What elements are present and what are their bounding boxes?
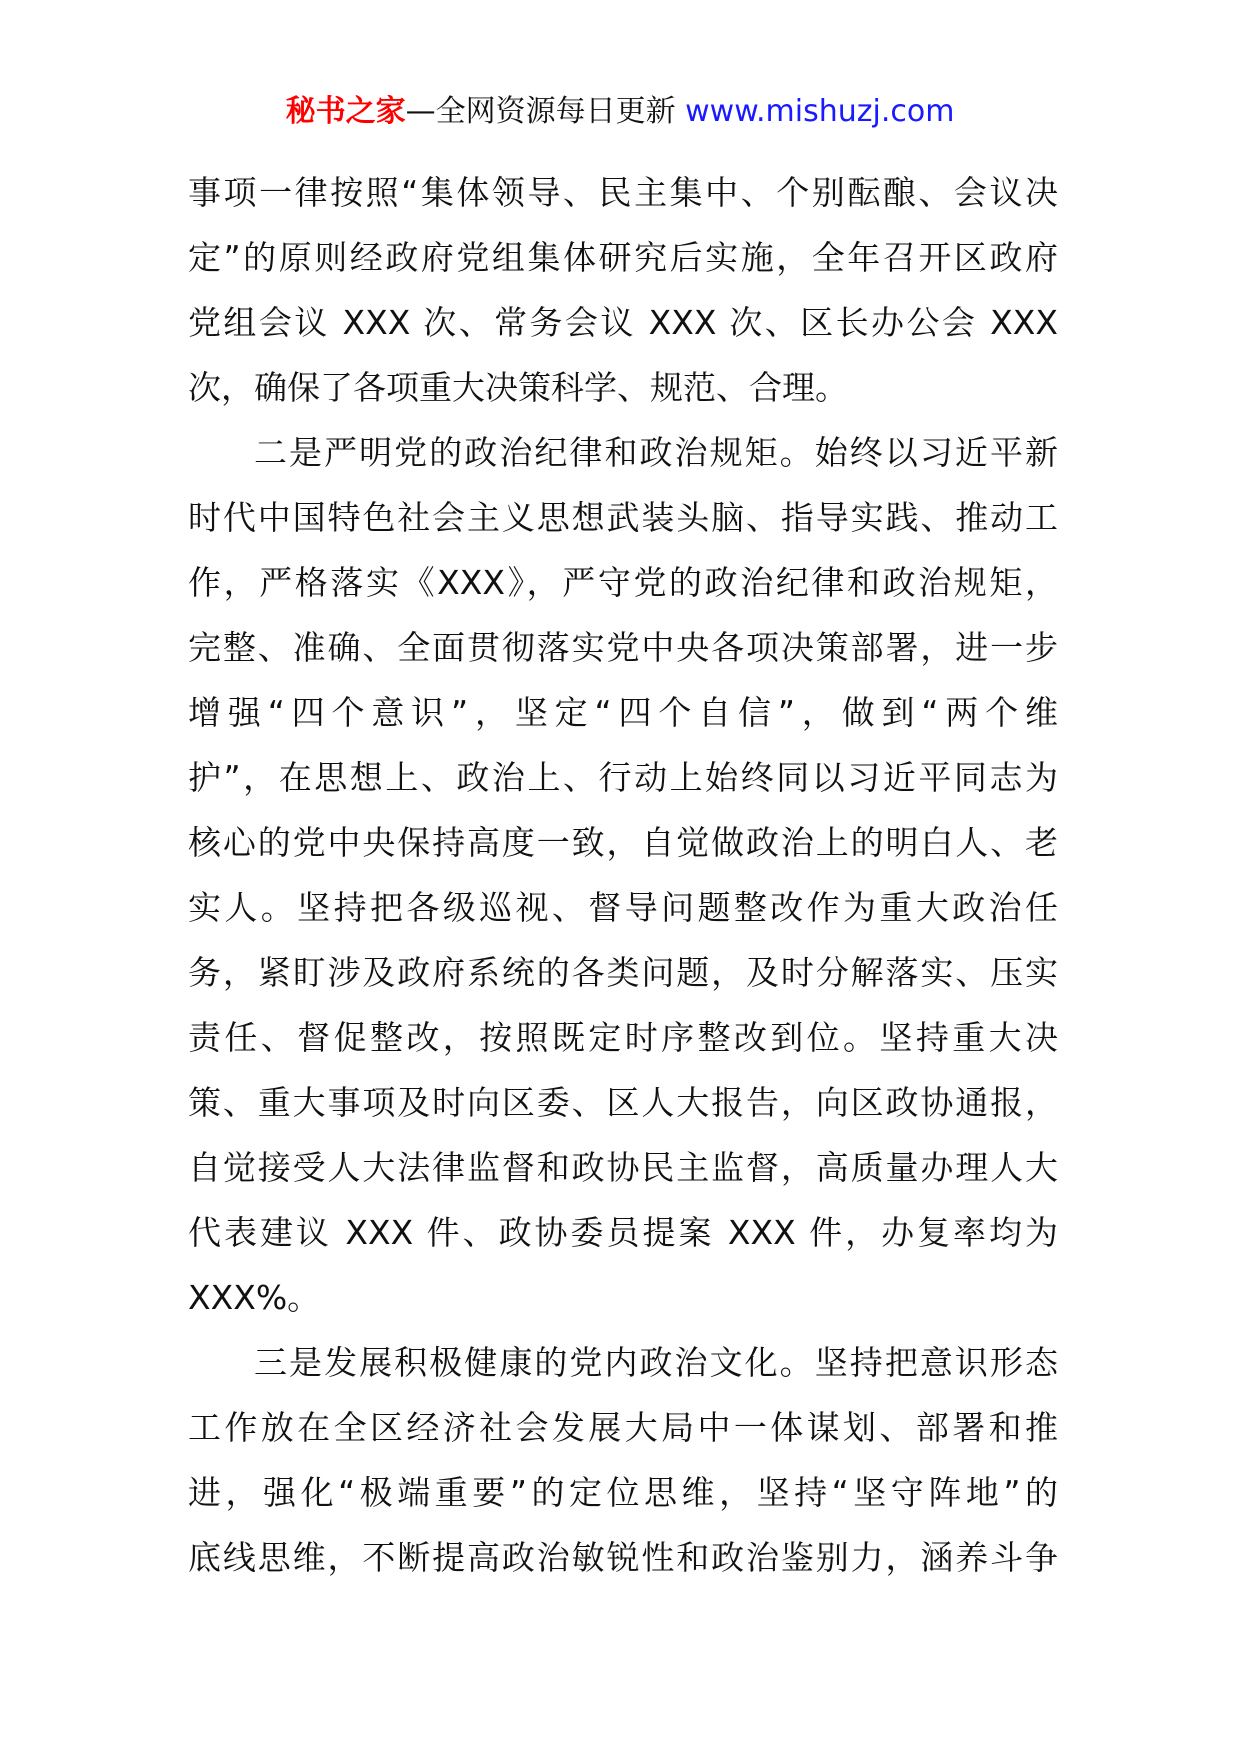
paragraph-start-line: 二是严明党的政治纪律和政治规矩。始终以习近平新 (254, 433, 1058, 472)
text-line: 工作放在全区经济社会发展大局中一体谋划、部署和推 (188, 1408, 1058, 1447)
text-line: 完整、准确、全面贯彻落实党中央各项决策部署，进一步 (188, 628, 1058, 667)
text-line: 自觉接受人大法律监督和政协民主监督，高质量办理人大 (188, 1148, 1058, 1187)
text-line: 代表建议 XXX 件、政协委员提案 XXX 件，办复率均为 (188, 1213, 1058, 1252)
site-url-link[interactable]: www.mishuzj.com (685, 94, 955, 129)
header-tagline: —全网资源每日更新 (405, 94, 686, 129)
brand-name: 秘书之家 (285, 94, 406, 129)
text-line: 事项一律按照“集体领导、民主集中、个别酝酿、会议决 (188, 173, 1058, 212)
paragraph-end-line: 次，确保了各项重大决策科学、规范、合理。 (188, 368, 848, 407)
text-line: 定”的原则经政府党组集体研究后实施，全年召开区政府 (188, 238, 1058, 277)
text-line: 底线思维，不断提高政治敏锐性和政治鉴别力，涵养斗争 (188, 1538, 1058, 1577)
text-line: 党组会议 XXX 次、常务会议 XXX 次、区长办公会 XXX (188, 303, 1058, 342)
paragraph-start-line: 三是发展积极健康的党内政治文化。坚持把意识形态 (254, 1343, 1058, 1382)
text-line: 护”，在思想上、政治上、行动上始终同以习近平同志为 (188, 758, 1058, 797)
text-line: 时代中国特色社会主义思想武装头脑、指导实践、推动工 (188, 498, 1058, 537)
text-line: 策、重大事项及时向区委、区人大报告，向区政协通报， (188, 1083, 1058, 1122)
text-line: 增强“四个意识”，坚定“四个自信”，做到“两个维 (188, 693, 1058, 732)
text-line: 责任、督促整改，按照既定时序整改到位。坚持重大决 (188, 1018, 1058, 1057)
text-line: 进，强化“极端重要”的定位思维，坚持“坚守阵地”的 (188, 1473, 1058, 1512)
text-line: 核心的党中央保持高度一致，自觉做政治上的明白人、老 (188, 823, 1058, 862)
site-header (0, 92, 1240, 132)
text-line: 实人。坚持把各级巡视、督导问题整改作为重大政治任 (188, 888, 1058, 927)
text-line: 务，紧盯涉及政府系统的各类问题，及时分解落实、压实 (188, 953, 1058, 992)
text-line: 作，严格落实《XXX》，严守党的政治纪律和政治规矩， (188, 563, 1058, 602)
paragraph-end-line: XXX%。 (188, 1278, 321, 1317)
document-body (188, 160, 1058, 1590)
